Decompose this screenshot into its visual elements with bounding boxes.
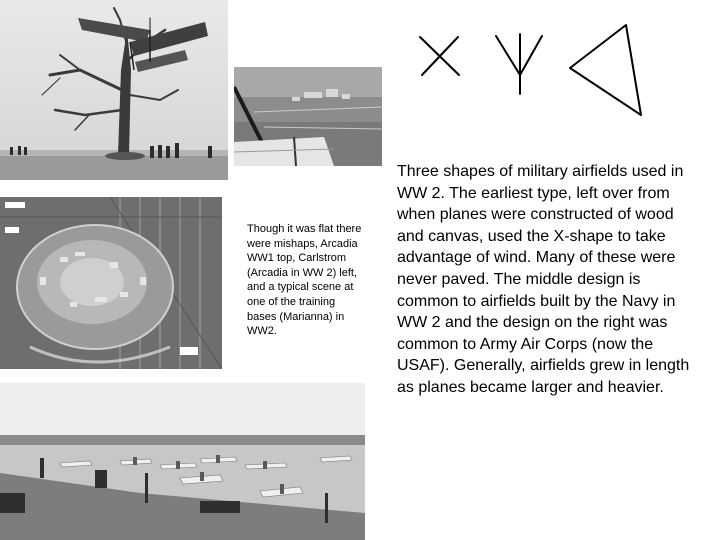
biplane-tree-image xyxy=(0,0,228,180)
y-shape-icon xyxy=(496,34,542,94)
photo-biplane-in-tree xyxy=(0,0,228,180)
aerial-airfield-image xyxy=(0,197,222,369)
triangle-shape-icon xyxy=(570,25,641,115)
photo-caption: Though it was flat there were mishaps, Arcadia WW1 top, Carlstrom (Arcadia in WW 2) left, and a typical scene at one of the training bases (Marianna) in WW2. xyxy=(247,223,362,338)
airfield-shapes-caption: Three shapes of military airfields used in WW 2. The earliest type, left over from when planes were constructed of wood and canvas, used the X-shape to take advantage of wind. Many of these were never paved. The middle design is common to airfields built by the Navy in WW 2 and the design on the right was common to Army Air Corps (now the USAF). Generally, airfields grew in length as planes became larger and heavier. xyxy=(397,163,690,396)
photo-training-base-flightline xyxy=(0,383,365,540)
photo-aerial-airfield xyxy=(0,197,222,369)
flightline-image xyxy=(0,383,365,540)
airfield-shapes-diagram xyxy=(410,20,650,120)
wing-view-image xyxy=(234,67,382,166)
x-shape-icon xyxy=(420,37,459,75)
photo-aerial-wing-view xyxy=(234,67,382,166)
